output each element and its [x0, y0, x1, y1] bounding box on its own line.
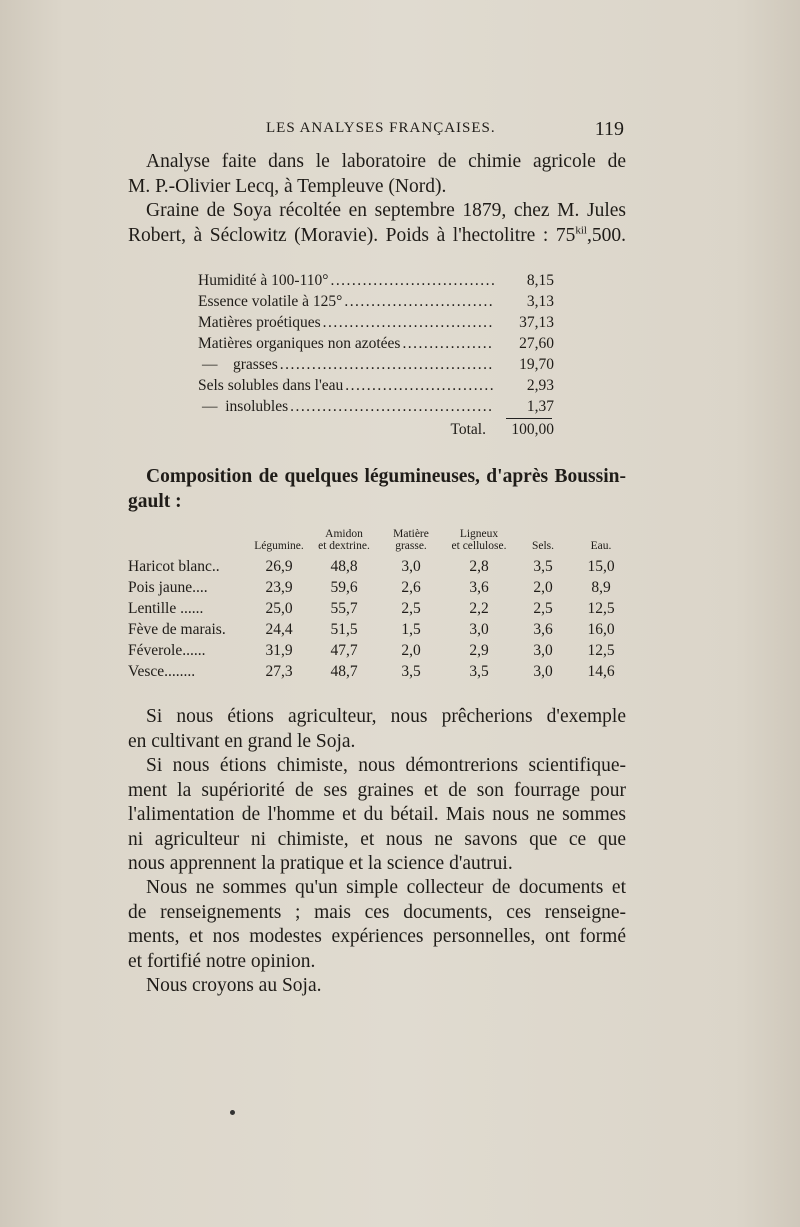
intro-line: Analyse faite dans le laboratoire de chimie agricole de	[146, 151, 626, 172]
soy-analysis-table	[198, 270, 554, 441]
analysis-row	[198, 396, 554, 417]
legume-name: Pois jaune....	[128, 578, 208, 596]
cell-ligneux: 3,0	[469, 620, 489, 638]
composition-heading	[128, 465, 626, 514]
cell-eau: 15,0	[587, 557, 615, 575]
analysis-value: 8,15	[526, 272, 554, 289]
cell-amidon: 55,7	[330, 599, 358, 617]
analysis-row	[198, 375, 554, 396]
header-ligneux	[444, 528, 514, 556]
cell-sels: 3,5	[533, 557, 553, 575]
paragraph-line: ni agriculteur ni chimiste, et nous ne savons que ce que	[128, 828, 626, 850]
header-text: grasse.	[395, 540, 427, 552]
header-amidon	[310, 528, 378, 556]
paragraph-line: de renseignements ; mais ces documents, ces renseigne-	[128, 901, 626, 923]
header-text: et cellulose.	[451, 540, 507, 552]
heading-line: Composition de quelques légumineuses, d'après Boussin-	[146, 466, 626, 487]
intro-text: ,500.	[587, 224, 626, 246]
analysis-label: Matières proétiques	[198, 314, 321, 331]
cell-amidon: 48,8	[330, 557, 358, 575]
analysis-value: 1,37	[526, 398, 554, 415]
analysis-label: Sels solubles dans l'eau	[198, 377, 344, 394]
legume-name: Fève de marais.	[128, 620, 226, 638]
legumes-composition-table	[128, 528, 630, 682]
header-name	[128, 528, 248, 556]
table-row	[128, 577, 630, 598]
header-text: Eau.	[590, 540, 612, 552]
cell-amidon: 59,6	[330, 578, 358, 596]
cell-eau: 12,5	[587, 641, 615, 659]
cell-matiere: 2,5	[401, 599, 421, 617]
cell-matiere: 1,5	[401, 620, 421, 638]
cell-legumine: 25,0	[265, 599, 293, 617]
cell-eau: 16,0	[587, 620, 615, 638]
total-value: 100,00	[511, 421, 554, 438]
leader-dots	[323, 312, 494, 333]
cell-amidon: 47,7	[330, 641, 358, 659]
intro-line: Graine de Soya récoltée en septembre 1879, chez M. Jules	[146, 200, 626, 221]
cell-amidon: 48,7	[330, 662, 358, 680]
analysis-value: 3,13	[526, 293, 554, 310]
cell-sels: 3,6	[533, 620, 553, 638]
cell-eau: 12,5	[587, 599, 615, 617]
table-row	[128, 661, 630, 682]
running-header	[128, 118, 624, 142]
header-eau	[572, 528, 630, 556]
cell-ligneux: 3,6	[469, 578, 489, 596]
analysis-label: — grasses	[202, 356, 278, 373]
cell-amidon: 51,5	[330, 620, 358, 638]
analysis-row	[198, 312, 554, 333]
table-row	[128, 598, 630, 619]
cell-eau: 14,6	[587, 662, 615, 680]
intro-text: Robert, à Séclowitz (Moravie). Poids à l'hectolitre : 75	[128, 224, 576, 246]
paragraph-line: Si nous étions agriculteur, nous prêcherions d'exemple	[146, 706, 626, 727]
table-row	[128, 619, 630, 640]
header-legumine	[248, 528, 310, 556]
paragraph-line: l'alimentation de l'homme et du bétail. Mais nous ne sommes	[128, 804, 626, 825]
paragraph-chimiste	[128, 754, 626, 877]
unit-superscript: kil	[575, 224, 587, 236]
analysis-value: 37,13	[519, 314, 554, 331]
paragraph-line: Si nous étions chimiste, nous démontrerions scientifique-	[146, 755, 626, 776]
paragraph-conclusion	[128, 974, 626, 999]
paragraph-line: en cultivant en grand le Soja.	[128, 730, 356, 752]
header-text: Ligneux	[459, 528, 499, 540]
legume-name: Haricot blanc..	[128, 557, 220, 575]
leader-dots	[330, 270, 494, 291]
paragraph-agriculteur	[128, 705, 626, 754]
page-number: 119	[594, 118, 624, 140]
header-text: Matière	[393, 528, 429, 540]
cell-sels: 3,0	[533, 662, 553, 680]
analysis-label: Essence volatile à 125°	[198, 293, 343, 310]
leader-dots	[290, 396, 494, 417]
analysis-label: Humidité à 100-110°	[198, 272, 329, 289]
intro-paragraph	[128, 150, 626, 248]
cell-legumine: 27,3	[265, 662, 293, 680]
ink-speck	[230, 1110, 235, 1115]
paragraph-line: ments, et nos modestes expériences personnelles, ont formé	[128, 926, 626, 947]
analysis-row	[198, 270, 554, 291]
intro-line	[128, 224, 626, 249]
table-row	[128, 640, 630, 661]
analysis-label: — insolubles	[202, 398, 289, 415]
leader-dots	[345, 375, 494, 396]
analysis-row	[198, 333, 554, 354]
leader-dots	[344, 291, 494, 312]
cell-legumine: 31,9	[265, 641, 293, 659]
cell-legumine: 23,9	[265, 578, 293, 596]
analysis-row	[198, 354, 554, 375]
cell-ligneux: 2,8	[469, 557, 489, 575]
cell-legumine: 26,9	[265, 557, 293, 575]
paragraph-collecteur	[128, 876, 626, 974]
cell-legumine: 24,4	[265, 620, 293, 638]
cell-sels: 2,0	[533, 578, 553, 596]
cell-ligneux: 2,9	[469, 641, 489, 659]
paragraph-line: et fortifié notre opinion.	[128, 950, 316, 972]
cell-sels: 3,0	[533, 641, 553, 659]
header-sels	[514, 528, 572, 556]
intro-line: M. P.-Olivier Lecq, à Templeuve (Nord).	[128, 175, 447, 197]
table-row	[128, 556, 630, 577]
running-title: LES ANALYSES FRANÇAISES.	[266, 120, 496, 136]
analysis-value: 2,93	[526, 377, 554, 394]
total-row	[198, 419, 554, 441]
cell-ligneux: 2,2	[469, 599, 489, 617]
legume-name: Vesce........	[128, 662, 196, 680]
header-matiere	[378, 528, 444, 556]
header-text: et dextrine.	[318, 540, 370, 552]
cell-matiere: 3,5	[401, 662, 421, 680]
header-text: Légumine.	[254, 540, 304, 552]
cell-matiere: 3,0	[401, 557, 421, 575]
leader-dots	[402, 333, 494, 354]
analysis-value: 19,70	[519, 356, 554, 373]
analysis-label: Matières organiques non azotées	[198, 335, 401, 352]
total-label: Total.	[450, 421, 486, 438]
paragraph-line: Nous croyons au Soja.	[146, 975, 322, 996]
paragraph-line: nous apprennent la pratique et la science d'autrui.	[128, 853, 513, 874]
cell-eau: 8,9	[591, 578, 611, 596]
cell-sels: 2,5	[533, 599, 553, 617]
header-text: Sels.	[531, 540, 555, 552]
cell-matiere: 2,0	[401, 641, 421, 659]
cell-ligneux: 3,5	[469, 662, 489, 680]
leader-dots	[280, 354, 494, 375]
cell-matiere: 2,6	[401, 578, 421, 596]
analysis-row	[198, 291, 554, 312]
paragraph-line: ment la supériorité de ses graines et de son fourrage pour	[128, 779, 626, 801]
header-text: Amidon	[325, 528, 363, 540]
analysis-value: 27,60	[519, 335, 554, 352]
table-header-row	[128, 528, 630, 556]
legume-name: Lentille ......	[128, 599, 204, 617]
paragraph-line: Nous ne sommes qu'un simple collecteur de documents et	[146, 877, 626, 898]
legume-name: Féverole......	[128, 641, 206, 659]
heading-line: gault :	[128, 490, 182, 512]
